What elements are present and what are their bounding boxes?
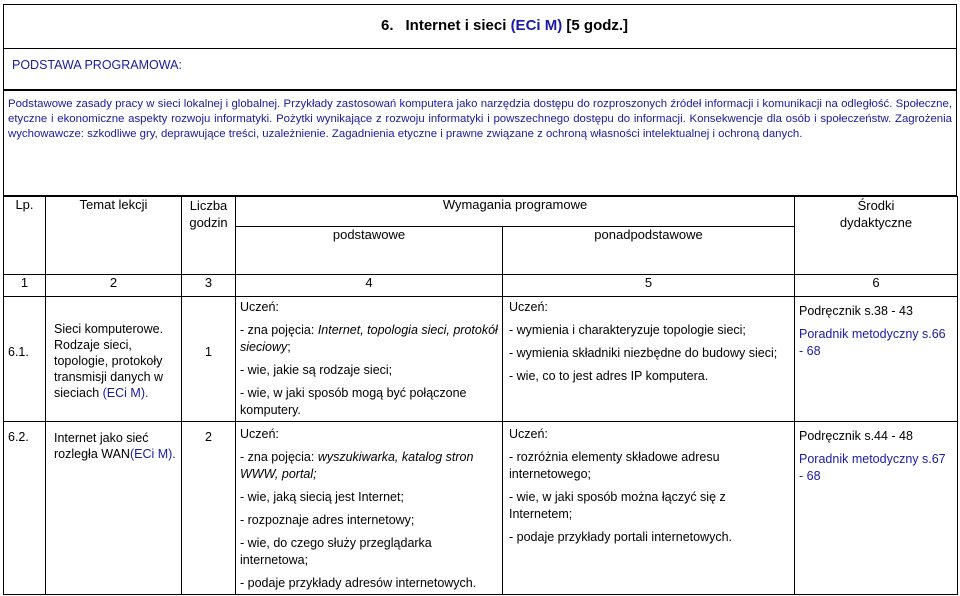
- srodki-poradnik: Poradnik metodyczny s.66 - 68: [799, 327, 946, 358]
- row-lp: 6.1.: [4, 297, 46, 422]
- list-item: - wie, do czego służy przeglądarka internetowa;: [240, 536, 432, 567]
- row-ponad-head: Uczeń:: [509, 300, 548, 314]
- section-number: 6.: [381, 17, 394, 34]
- list-item: - wie, jakie są rodzaje sieci;: [240, 363, 393, 377]
- section-title-hours: [5 godz.]: [562, 17, 629, 34]
- list-item: - wie, w jaki sposób można łączyć się z Internetem;: [509, 490, 726, 521]
- header-liczba-2: godzin: [189, 215, 228, 230]
- header-srodki-1: Środki: [857, 198, 895, 213]
- row-temat-text: Sieci komputerowe. Rodzaje sieci, topologie, protokoły transmisji danych w sieciach: [54, 322, 164, 400]
- row-ponadpodstawowe: [503, 297, 795, 422]
- row-temat-text: Internet jako sieć rozległa WAN: [54, 431, 149, 461]
- header-temat: Temat lekcji: [46, 197, 182, 275]
- header-ponadpodstawowe: ponadpodstawowe: [503, 227, 795, 275]
- header-lp: Lp.: [4, 197, 46, 275]
- header-podstawowe: podstawowe: [236, 227, 503, 275]
- row-podstawowe: [236, 422, 503, 595]
- list-item: - wymienia składniki niezbędne do budowy sieci;: [509, 346, 778, 360]
- row-srodki: [795, 422, 958, 595]
- row-godzin: 2: [182, 422, 236, 595]
- list-item: - wymienia i charakteryzuje topologie sieci;: [509, 323, 746, 337]
- list-item: - wie, jaką siecią jest Internet;: [240, 490, 404, 504]
- row-podstawowe: [236, 297, 503, 422]
- list-item: - rozróżnia elementy składowe adresu internetowego;: [509, 450, 720, 481]
- section-title-tag: (ECi M): [510, 17, 563, 34]
- header-liczba-1: Liczba: [189, 198, 228, 213]
- table-row: [4, 297, 958, 422]
- srodki-podrecznik: Podręcznik s.38 - 43: [799, 304, 913, 318]
- table-row: [4, 422, 958, 595]
- col-number-6: 6: [795, 275, 958, 297]
- list-item: - rozpoznaje adres internetowy;: [240, 513, 415, 527]
- row-pod-head: Uczeń:: [240, 300, 279, 314]
- program-label: PODSTAWA PROGRAMOWA:: [12, 58, 182, 72]
- row-temat-tag: (ECi M).: [102, 386, 149, 400]
- row-lp: 6.2.: [4, 422, 46, 595]
- section-title-text: Internet i sieci: [405, 17, 511, 34]
- list-item: - zna pojęcia: Internet, topologia sieci, protokół sieciowy;: [240, 323, 498, 354]
- list-item: - wie, co to jest adres IP komputera.: [509, 369, 709, 383]
- section-title: [381, 17, 628, 34]
- row-ponadpodstawowe: [503, 422, 795, 595]
- header-srodki: [795, 197, 958, 275]
- col-number-1: 1: [4, 275, 46, 297]
- col-number-4: 4: [236, 275, 503, 297]
- col-number-2: 2: [46, 275, 182, 297]
- row-temat: [46, 297, 182, 422]
- program-content: Podstawowe zasady pracy w sieci lokalnej i globalnej. Przykłady zastosowań komputera jako narzędzia dostępu do rozproszonych źródeł informacji i komunikacji na odległość. Społeczne, etyczne i ekonomiczne aspekty rozwoju informatyki. Pożytki wynikające z rozwoju informatyki i powszechnego dostępu do informacji. Konsekwencje dla osób i społeczeństw. Zagrożenia wychowawcze: szkodliwe gry, deprawujące treści, uzależnienie. Zagadnienia etyczne i prawne związane z ochroną własności intelektualnej i ochroną danych.: [8, 98, 952, 141]
- row-temat-tag: (ECi M).: [129, 447, 176, 461]
- list-item: - podaje przykłady portali internetowych.: [509, 530, 733, 544]
- requirements-table: [3, 196, 958, 595]
- header-srodki-2: dydaktyczne: [839, 215, 913, 230]
- col-number-3: 3: [182, 275, 236, 297]
- row-srodki: [795, 297, 958, 422]
- row-pod-head: Uczeń:: [240, 427, 279, 441]
- row-ponad-head: Uczeń:: [509, 427, 548, 441]
- col-number-5: 5: [503, 275, 795, 297]
- list-item: - wie, w jaki sposób mogą być połączone komputery.: [240, 386, 467, 417]
- row-godzin: 1: [182, 297, 236, 422]
- srodki-podrecznik: Podręcznik s.44 - 48: [799, 429, 913, 443]
- header-wymagania: Wymagania programowe: [236, 197, 795, 227]
- srodki-poradnik: Poradnik metodyczny s.67 - 68: [799, 452, 946, 483]
- list-item: - podaje przykłady adresów internetowych.: [240, 576, 477, 590]
- list-item: - zna pojęcia: wyszukiwarka, katalog stron WWW, portal;: [240, 450, 474, 481]
- row-temat: [46, 422, 182, 595]
- header-liczba: [182, 197, 236, 275]
